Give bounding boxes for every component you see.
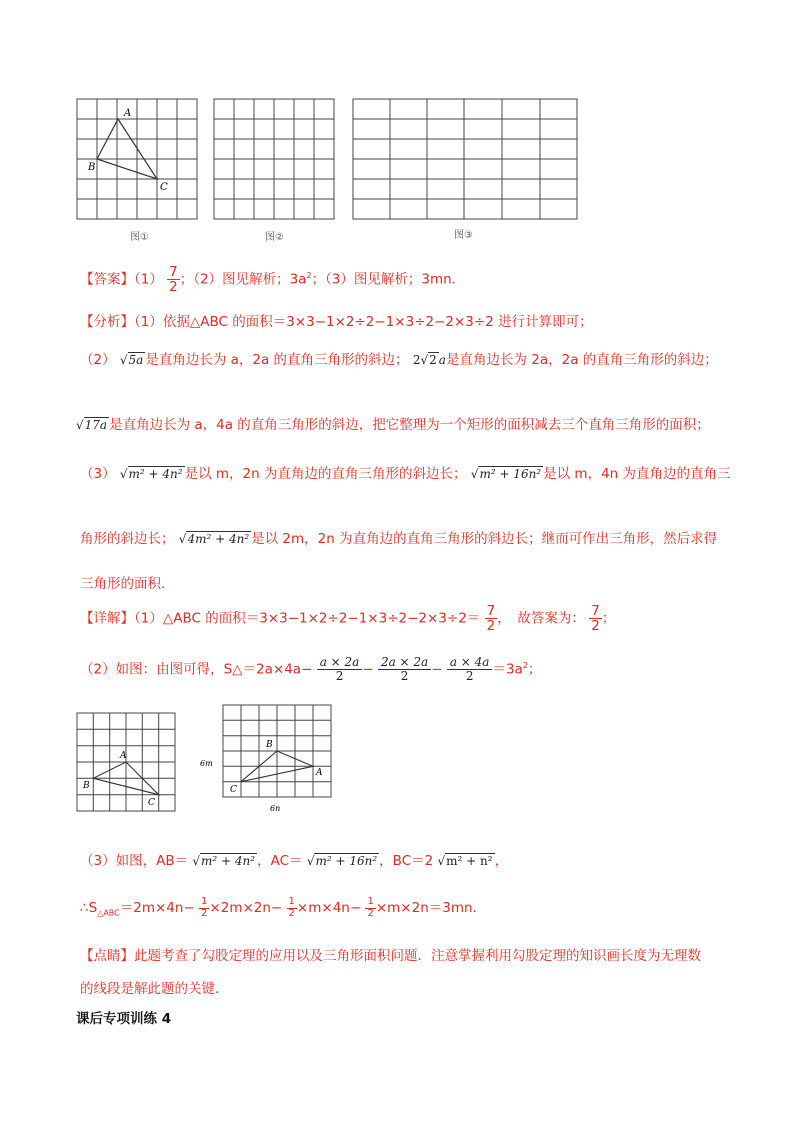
figure-5 <box>196 700 336 818</box>
analysis-line-6: 三角形的面积． <box>80 576 175 592</box>
figure-1 <box>76 98 202 248</box>
section-title: 课后专项训练 4 <box>76 1011 172 1027</box>
comment-line-1: 【点睛】此题考查了勾股定理的应用以及三角形面积问题．注意掌握利用勾股定理的知识画长度为无理数 <box>80 948 701 964</box>
detail-line-1: 【详解】（1）△ABC 的面积＝3×3−1×2÷2−1×3÷2−2×3÷2＝ $\frac{7}{2}$ ， 故答案为： $\frac{7}{2}$ ； <box>80 603 616 635</box>
label-b: B <box>88 162 96 173</box>
sqrt-17a: √17a <box>76 418 108 432</box>
svg-text:C: C <box>230 785 237 795</box>
label-6n: 6n <box>270 804 281 813</box>
svg-text:B: B <box>83 781 90 791</box>
sqrt-m2-4n2: √m² + 4n² <box>119 467 183 481</box>
2-sqrt-2a: 2√2 a <box>412 353 446 367</box>
answer-fraction: $\frac{7}{2}$ <box>169 264 178 296</box>
analysis-line-4: （3） √m² + 4n² 是以 m，2n 为直角边的直角三角形的斜边长； √m² + 16n² 是以 m，4n 为直角边的直角三 <box>80 466 731 482</box>
analysis-line-1: 【分析】（1）依据△ABC 的面积＝3×3−1×2÷2−1×3÷2−2×3÷2 进行计算即可； <box>80 314 593 330</box>
triangle-abc <box>97 119 157 179</box>
svg-text:C: C <box>148 798 155 808</box>
detail-line-2: （2）如图：由图可得，S△＝2a×4a− $\frac{a \times 2a}{2}$ − $\frac{2a \times 2a}{2}$ − $\frac{a \times 4a}{2}$ $=3a^2$； <box>80 655 542 684</box>
analysis-tag: 【分析】 <box>80 314 134 330</box>
sqrt-m2-16n2: √m² + 16n² <box>470 467 542 481</box>
figure-4 <box>76 712 180 816</box>
analysis-line-2: （2） √5a 是直角边长为 a，2a 的直角三角形的斜边； 2√2 a是直角边长为 2a，2a 的直角三角形的斜边； <box>80 352 718 368</box>
svg-text:A: A <box>316 768 323 778</box>
caption-fig3: 图③ <box>454 230 473 241</box>
label-6m: 6m <box>200 759 213 768</box>
sqrt-5a: √5a <box>119 353 144 367</box>
caption-fig1: 图① <box>130 232 149 243</box>
analysis-line-3: √17a 是直角边长为 a，4a 的直角三角形的斜边，把它整理为一个矩形的面积减去三个直角三角形的面积； <box>76 417 710 433</box>
answer-tag: 【答案】 <box>80 271 134 288</box>
answer-line: 【答案】（1） $\frac{7}{2}$ ；（2）图见解析；$3a^2$；（3）图见解析；3mn． <box>80 264 466 296</box>
detail-tag: 【详解】 <box>80 610 134 627</box>
detail-line-4: $\therefore S_{\triangle ABC}=2m\times 4n-$ $\frac{1}{2}$ ×2m×2n− $\frac{1}{2}$ ×m×4n− $\frac{1}{2}$ ×m×2n＝3mn． <box>80 896 487 919</box>
analysis-line-5: 角形的斜边长； √4m² + 4n² 是以 2m，2n 为直角边的直角三角形的斜边长；继而可作出三角形，然后求得 <box>80 531 718 547</box>
detail-line-3: （3）如图，AB＝ √m² + 4n² ，AC＝ √m² + 16n² ，BC＝2 √m² + n² ， <box>80 853 509 869</box>
figure-2 <box>213 98 339 248</box>
comment-line-2: 的线段是解此题的关键． <box>80 981 229 997</box>
figure-3 <box>352 98 580 246</box>
svg-text:B: B <box>266 740 273 750</box>
caption-fig2: 图② <box>265 232 284 243</box>
sqrt-4m2-4n2: √4m² + 4n² <box>178 532 250 546</box>
comment-tag: 【点睛】 <box>80 948 134 964</box>
label-a: A <box>124 108 132 119</box>
svg-text:A: A <box>120 751 127 761</box>
label-c: C <box>160 182 168 193</box>
